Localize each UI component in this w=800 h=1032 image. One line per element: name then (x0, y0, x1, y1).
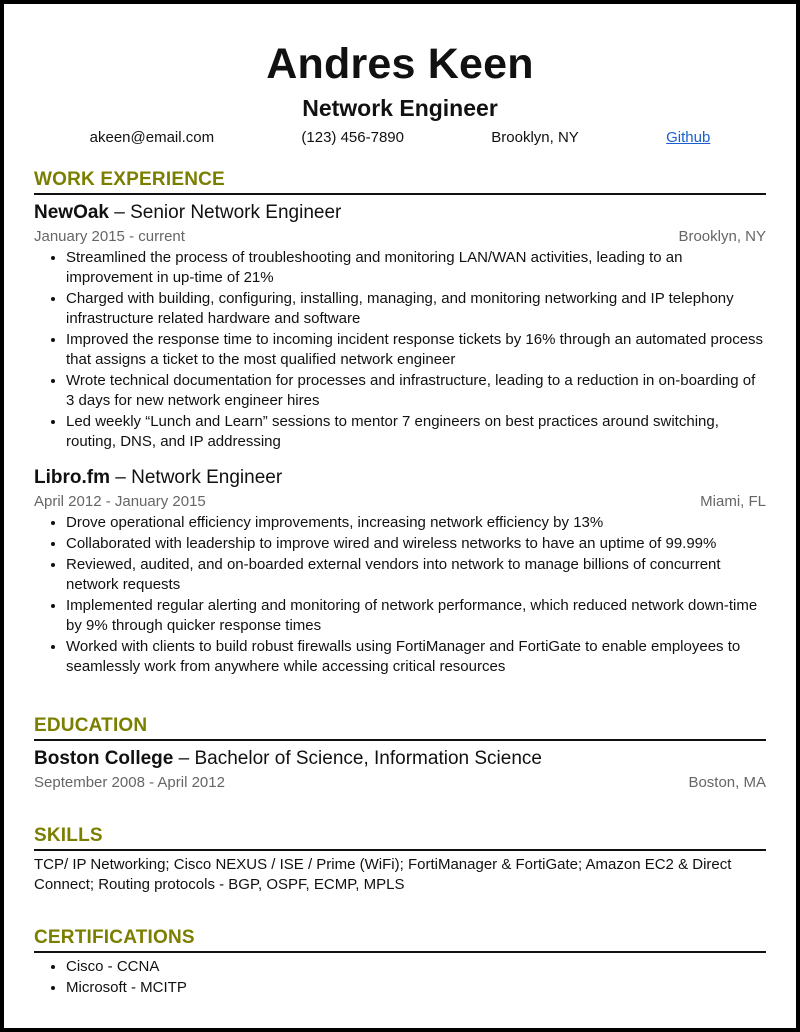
job-bullet: • Led weekly “Lunch and Learn” sessions to mentor 7 engineers on best practices around switching, routing, DNS, and IP addressing (66, 412, 766, 452)
job-entry (34, 466, 766, 677)
degree-name: Bachelor of Science, Information Science (194, 748, 542, 769)
job-bullet: • Collaborated with leadership to improve wired and wireless networks to have an uptime of 99.99% (66, 534, 766, 554)
job-separator: – (114, 202, 131, 223)
job-bullet: • Improved the response time to incoming incident response tickets by 16% through an automated process that assigns a ticket to the most qualified network engineer (66, 330, 766, 370)
job-role: Senior Network Engineer (130, 202, 342, 223)
section-title-certifications: CERTIFICATIONS (34, 927, 195, 948)
job-company: NewOak (34, 202, 109, 223)
section-title-education: EDUCATION (34, 715, 148, 736)
education-separator: – (178, 748, 195, 769)
skills-text: TCP/ IP Networking; Cisco NEXUS / ISE / Prime (WiFi); FortiManager & FortiGate; Amazon EC2 & Direct Connect; Routing protocols - BGP, OSPF, ECMP, MPLS (34, 856, 732, 893)
certifications-section (34, 926, 766, 998)
phone-text: (123) 456-7890 (301, 129, 404, 146)
job-bullet: • Wrote technical documentation for processes and infrastructure, leading to a reduction in on-boarding of 3 days for new network engineer hires (66, 371, 766, 411)
job-bullet: • Drove operational efficiency improvements, increasing network efficiency by 13% (66, 513, 766, 533)
job-bullet: • Charged with building, configuring, installing, managing, and monitoring networking and IP telephony infrastructure related hardware and software (66, 289, 766, 329)
job-bullet: • Reviewed, audited, and on-boarded external vendors into network to manage billions of concurrent network requests (66, 555, 766, 595)
candidate-title: Network Engineer (302, 95, 498, 121)
education-dates: September 2008 - April 2012 (34, 774, 225, 791)
candidate-name: Andres Keen (266, 40, 534, 88)
certification-item: • Microsoft - MCITP (66, 978, 766, 998)
job-header (34, 466, 766, 490)
education-location: Boston, MA (688, 774, 766, 791)
job-dates: January 2015 - current (34, 228, 185, 245)
section-divider (34, 951, 766, 953)
section-title-work: WORK EXPERIENCE (34, 169, 225, 190)
job-bullet: • Implemented regular alerting and monitoring of network performance, which reduced network down-time by 9% through quicker response times (66, 596, 766, 636)
section-divider (34, 849, 766, 851)
section-divider (34, 193, 766, 195)
job-dates: April 2012 - January 2015 (34, 493, 206, 510)
section-title-skills: SKILLS (34, 825, 103, 846)
job-bullets (34, 248, 766, 452)
certifications-list (34, 957, 766, 998)
job-bullet: • Worked with clients to build robust firewalls using FortiManager and FortiGate to enable employees to seamlessly work from anywhere while accessing critical resources (66, 637, 766, 677)
location-text: Brooklyn, NY (491, 129, 579, 146)
job-entry (34, 201, 766, 452)
skills-section (34, 824, 766, 895)
resume-content (34, 4, 766, 996)
school-name: Boston College (34, 748, 174, 769)
job-bullets (34, 513, 766, 677)
job-meta (34, 227, 766, 247)
education-header (34, 747, 766, 771)
email-text: akeen@email.com (89, 129, 215, 146)
section-divider (34, 739, 766, 741)
github-link[interactable]: Github (666, 129, 711, 146)
education-section (34, 714, 766, 793)
job-separator: – (115, 467, 132, 488)
work-experience-section (34, 168, 766, 677)
contact-row (34, 128, 766, 148)
job-role: Network Engineer (131, 467, 283, 488)
resume-page (4, 4, 796, 1028)
job-meta (34, 492, 766, 512)
job-company: Libro.fm (34, 467, 110, 488)
job-location: Miami, FL (700, 493, 766, 510)
job-bullet: • Streamlined the process of troubleshooting and monitoring LAN/WAN activities, leading to an improvement in up-time of 21% (66, 248, 766, 288)
certification-item: • Cisco - CCNA (66, 957, 766, 977)
job-location: Brooklyn, NY (678, 228, 766, 245)
education-meta (34, 773, 766, 793)
job-header (34, 201, 766, 225)
